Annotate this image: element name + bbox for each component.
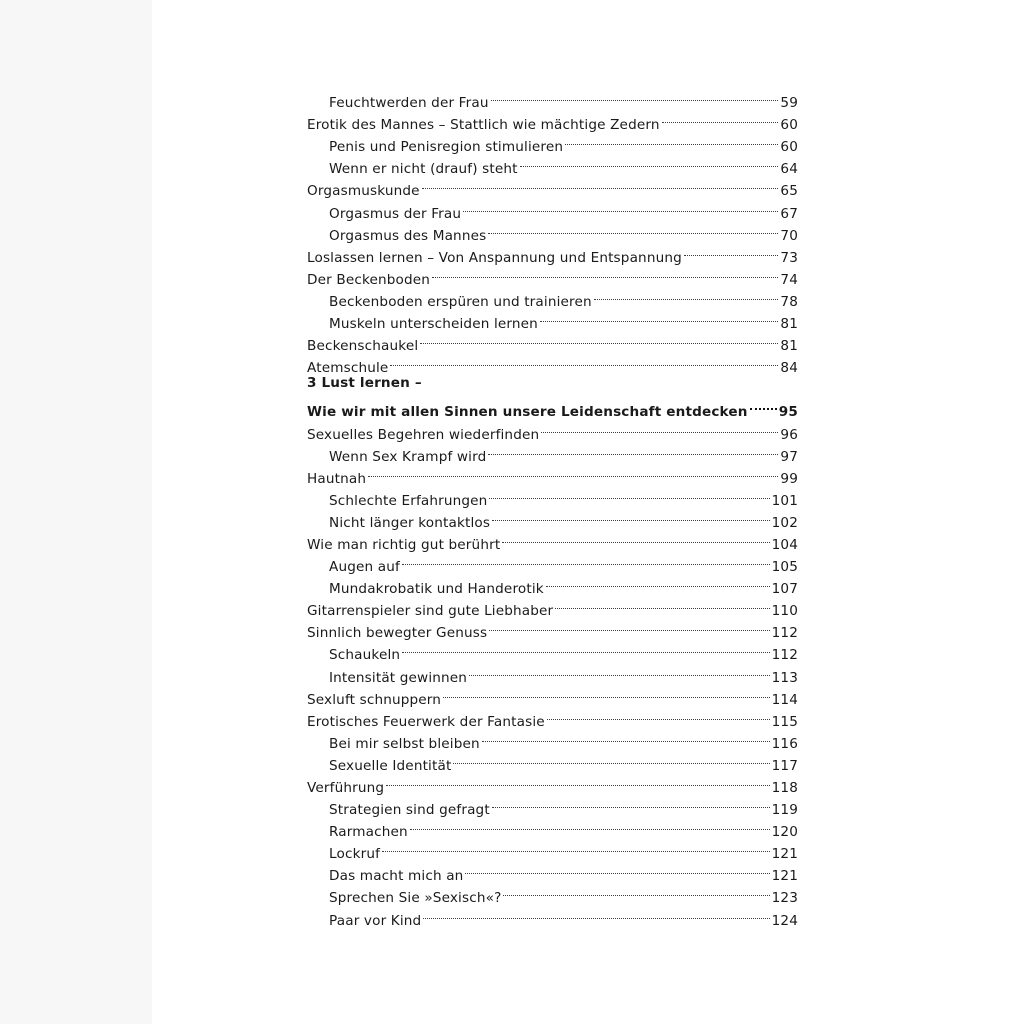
toc-dot-leader (442, 682, 771, 704)
toc-page-number: 112 (771, 625, 798, 642)
toc-dot-leader (367, 461, 779, 483)
toc-entry-title: Rarmachen (329, 824, 408, 841)
toc-page-number: 114 (771, 691, 798, 708)
toc-entry-title: Schlechte Erfahrungen (329, 492, 488, 509)
toc-entry-title: Atemschule (307, 360, 389, 377)
toc-page-number: 113 (771, 669, 798, 686)
toc-entry-title: Verführung (307, 780, 385, 796)
toc-page-number: 74 (780, 271, 798, 288)
toc-page-number: 78 (780, 293, 798, 310)
toc-dot-leader (749, 394, 778, 416)
toc-subentry[interactable] (307, 858, 798, 885)
toc-dot-leader (381, 836, 771, 858)
toc-subentry[interactable] (307, 483, 798, 509)
toc-entry[interactable] (307, 372, 798, 394)
toc-dot-leader (401, 637, 770, 659)
toc-page-number: 67 (780, 205, 798, 222)
toc-entry-title: Loslassen lernen – Von Anspannung und Entspannung (307, 249, 682, 266)
toc-page-number: 112 (771, 647, 798, 664)
toc-page-number: 121 (771, 846, 798, 863)
toc-entry-title: Bei mir selbst bleiben (329, 735, 480, 752)
toc-entry[interactable] (307, 394, 798, 421)
toc-page-number: 105 (771, 559, 798, 576)
table-of-contents (307, 85, 798, 929)
toc-dot-leader (488, 615, 770, 637)
toc-dot-leader (502, 880, 770, 902)
toc-entry-title: Feuchtwerden der Frau (329, 95, 489, 112)
toc-entry-title: Erotik des Mannes – Stattlich wie mächtige Zedern (307, 117, 660, 134)
toc-dot-leader (539, 306, 779, 328)
toc-dot-leader (519, 151, 780, 173)
toc-entry[interactable] (307, 461, 798, 487)
toc-dot-leader (389, 350, 779, 372)
toc-page-number: 81 (780, 316, 798, 333)
toc-dot-leader (421, 173, 780, 195)
toc-page-number: 64 (780, 161, 798, 178)
toc-subentry[interactable] (307, 85, 798, 112)
toc-entry-title: Sexuelle Identität (329, 757, 452, 774)
toc-dot-leader (488, 483, 770, 505)
toc-page-number: 123 (771, 890, 798, 907)
toc-dot-leader (540, 416, 779, 438)
toc-page-number: 121 (771, 868, 798, 885)
toc-page-number: 65 (780, 183, 798, 200)
toc-entry-title: Wenn Sex Krampf wird (329, 448, 487, 465)
toc-entry-title: Orgasmus des Mannes (329, 227, 487, 244)
toc-entry-title: Sinnlich bewegter Genuss (307, 625, 488, 642)
toc-entry-title: Der Beckenboden (307, 271, 431, 288)
toc-page-number: 60 (780, 117, 798, 134)
toc-entry-title: Paar vor Kind (329, 912, 422, 929)
toc-entry-title: Sprechen Sie »Sexisch«? (329, 890, 502, 907)
toc-dot-leader (546, 704, 771, 726)
toc-entry-title: Strategien sind gefragt (329, 802, 490, 819)
toc-page-number: 120 (771, 824, 798, 841)
toc-page-number: 99 (780, 470, 798, 487)
toc-dot-leader (452, 748, 770, 770)
toc-entry-title: Penis und Penisregion stimulieren (329, 139, 564, 156)
toc-entry-title: Orgasmus der Frau (329, 205, 462, 222)
toc-entry-title: Erotisches Feuerwerk der Fantasie (307, 713, 545, 730)
toc-page-number: 70 (780, 227, 798, 244)
toc-page-number: 84 (780, 360, 798, 377)
toc-entry-title: Muskeln unterscheiden lernen (329, 316, 538, 333)
toc-dot-leader (422, 902, 770, 924)
toc-page-number: 73 (780, 249, 798, 266)
toc-page-number: 119 (771, 802, 798, 819)
toc-dot-leader (545, 571, 771, 593)
toc-dot-leader (401, 549, 771, 571)
toc-entry-title: Intensität gewinnen (329, 669, 468, 686)
toc-dot-leader (431, 262, 779, 284)
toc-dot-leader (490, 85, 780, 107)
toc-entry-title: Wie wir mit allen Sinnen unsere Leidenschaft entdecken (307, 404, 748, 421)
toc-dot-leader (487, 439, 779, 461)
toc-dot-leader (501, 527, 770, 549)
toc-entry-title: Augen auf (329, 559, 400, 576)
toc-dot-leader (491, 505, 770, 527)
toc-page-number: 115 (771, 713, 798, 730)
toc-subentry[interactable] (307, 836, 798, 863)
toc-dot-leader (661, 107, 780, 129)
toc-page-number: 110 (771, 603, 798, 620)
toc-page-number: 116 (771, 735, 798, 752)
toc-entry-title: Sexluft schnuppern (307, 691, 442, 708)
toc-entry-title: Hautnah (307, 470, 367, 487)
toc-page-number: 101 (771, 492, 798, 509)
toc-page-number: 95 (778, 404, 798, 421)
toc-entry-title: Gitarrenspieler sind gute Liebhaber (307, 603, 554, 620)
toc-entry-title: 3 Lust lernen – (307, 375, 422, 392)
toc-page-number: 60 (780, 139, 798, 156)
toc-entry-title: Beckenboden erspüren und trainieren (329, 293, 592, 310)
toc-page-number: 59 (780, 95, 798, 112)
toc-page-number: 102 (771, 514, 798, 531)
toc-dot-leader (554, 593, 770, 615)
toc-dot-leader (462, 195, 779, 217)
toc-dot-leader (481, 726, 771, 748)
toc-dot-leader (409, 814, 771, 836)
toc-entry-title: Schaukeln (329, 647, 401, 664)
toc-entry-title: Sexuelles Begehren wiederfinden (307, 426, 540, 443)
toc-dot-leader (419, 328, 779, 350)
toc-dot-leader (593, 284, 780, 306)
toc-dot-leader (385, 770, 770, 792)
toc-entry-title: Orgasmuskunde (307, 183, 420, 200)
toc-page-number: 97 (780, 448, 798, 465)
toc-entry-title: Wie man richtig gut berührt (307, 536, 501, 553)
toc-page-number: 118 (771, 780, 798, 796)
toc-page-number: 104 (771, 536, 798, 553)
toc-page-number: 107 (771, 581, 798, 598)
toc-entry-title: Beckenschaukel (307, 338, 419, 355)
toc-page-number: 96 (780, 426, 798, 443)
toc-dot-leader (564, 129, 779, 151)
toc-entry-title: Das macht mich an (329, 868, 464, 885)
toc-dot-leader (464, 858, 770, 880)
toc-dot-leader (468, 659, 771, 681)
toc-page-number: 81 (780, 338, 798, 355)
toc-entry-title: Wenn er nicht (drauf) steht (329, 161, 518, 178)
toc-dot-leader (491, 792, 771, 814)
page-margin-shadow (0, 0, 152, 1024)
toc-dot-leader (683, 240, 779, 262)
toc-page-number: 124 (771, 912, 798, 929)
toc-entry-title: Lockruf (329, 846, 381, 863)
toc-entry-title: Mundakrobatik und Handerotik (329, 581, 544, 598)
toc-entry-title: Nicht länger kontaktlos (329, 514, 491, 531)
toc-dot-leader (487, 218, 779, 240)
toc-page-number: 117 (771, 757, 798, 774)
